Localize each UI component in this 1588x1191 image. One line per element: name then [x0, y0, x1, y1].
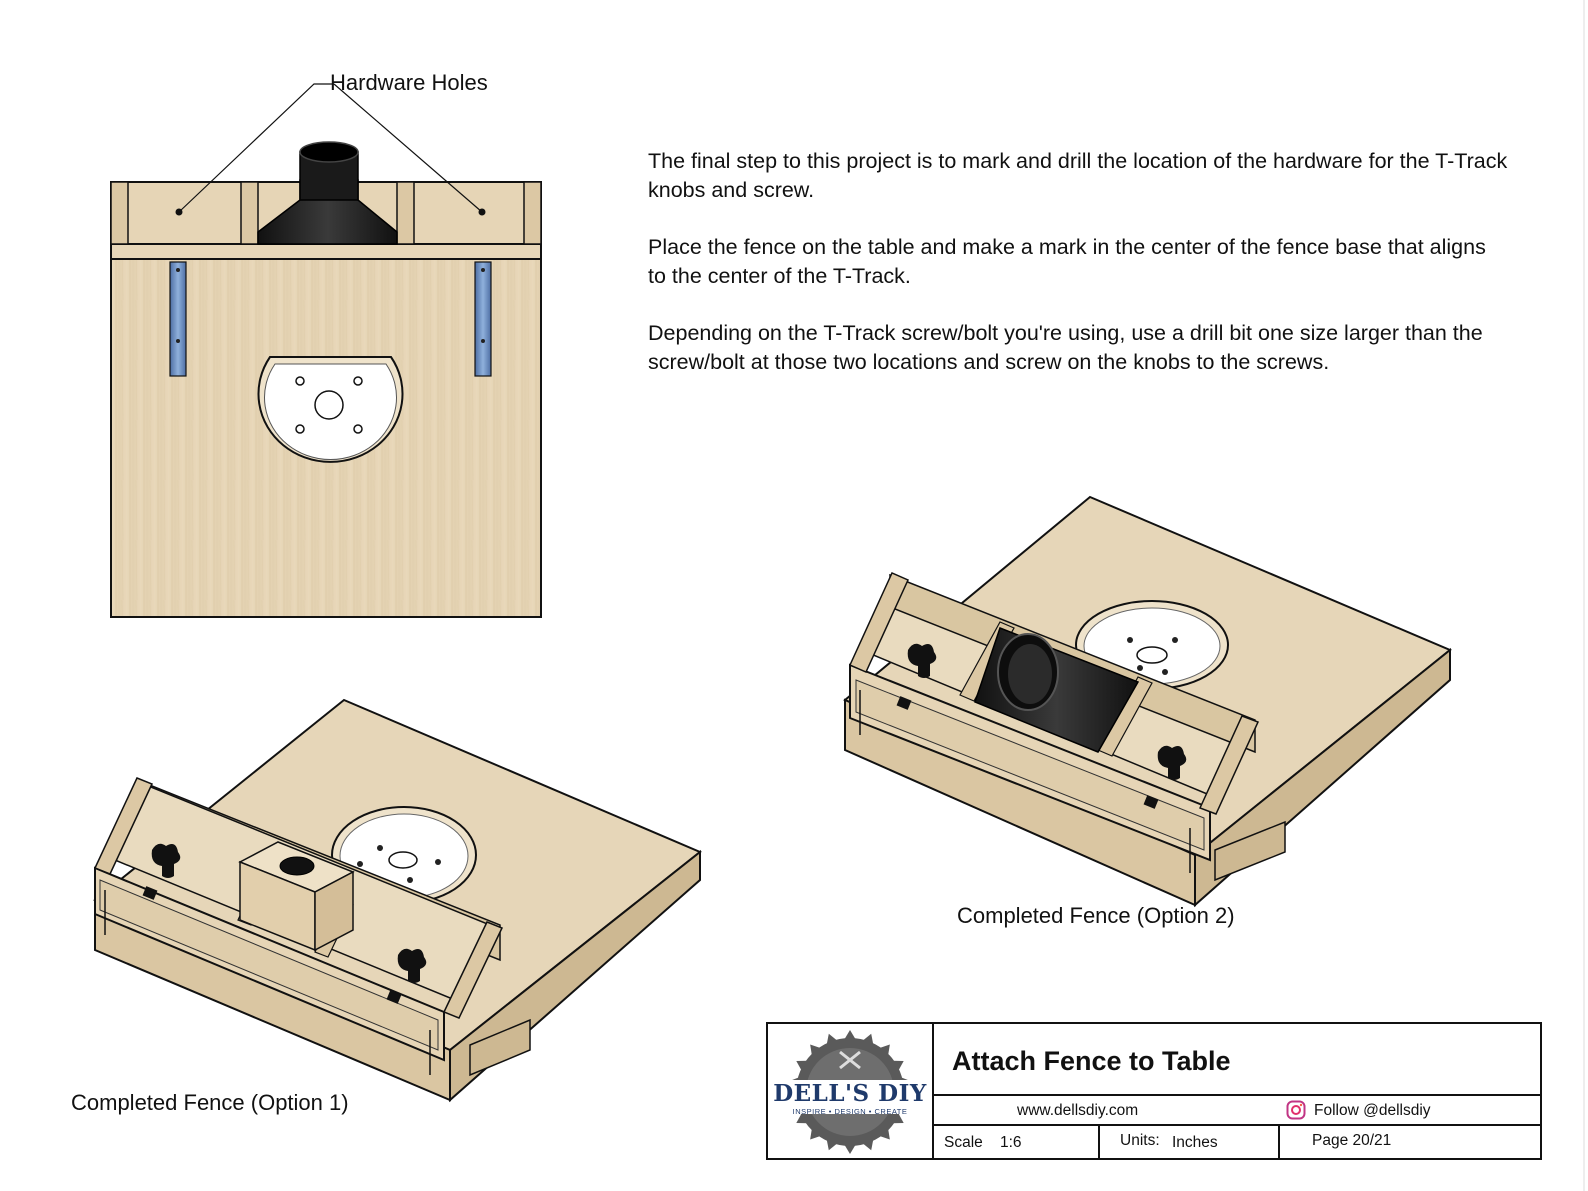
callout-label: Hardware Holes [330, 70, 488, 95]
units-cell [1100, 1126, 1280, 1158]
units-value: Inches [1172, 1134, 1218, 1151]
iso-view-option-1 [95, 700, 700, 1100]
title-block [766, 1022, 1542, 1160]
drawing-title: Attach Fence to Table [952, 1046, 1231, 1076]
logo-tagline: INSPIRE • DESIGN • CREATE [792, 1107, 908, 1116]
page-cell [1280, 1126, 1540, 1158]
follow-link[interactable]: Follow @dellsdiy [1314, 1102, 1431, 1119]
logo-cell [768, 1024, 934, 1158]
iso-view-option-2 [845, 497, 1450, 905]
caption-option-1: Completed Fence (Option 1) [71, 1090, 349, 1115]
links-row [934, 1096, 1540, 1126]
caption-option-2: Completed Fence (Option 2) [957, 903, 1235, 928]
title-cell [934, 1024, 1540, 1096]
logo-name: DELL'S DIY [773, 1080, 927, 1107]
instruction-paragraph: The final step to this project is to mark and drill the location of the hardware for the T-Track knobs and screw. [648, 149, 1508, 202]
units-label: Units: [1120, 1132, 1160, 1149]
instagram-icon[interactable] [1286, 1100, 1306, 1120]
scale-label: Scale [944, 1134, 983, 1151]
page-number: Page 20/21 [1312, 1132, 1392, 1149]
scale-cell [934, 1126, 1100, 1158]
website-link[interactable]: www.dellsdiy.com [1017, 1102, 1139, 1119]
instruction-paragraph: Place the fence on the table and make a mark in the center of the fence base that aligns to the center of the T-Track. [648, 235, 1486, 288]
scale-value: 1:6 [1000, 1134, 1022, 1151]
info-row [934, 1126, 1540, 1158]
instruction-paragraph: Depending on the T-Track screw/bolt you're using, use a drill bit one size larger than the screw/bolt at those two locations and screw on the knobs to the screws. [648, 321, 1483, 374]
instructions-block [648, 147, 1508, 405]
top-view-drawing [111, 84, 541, 617]
